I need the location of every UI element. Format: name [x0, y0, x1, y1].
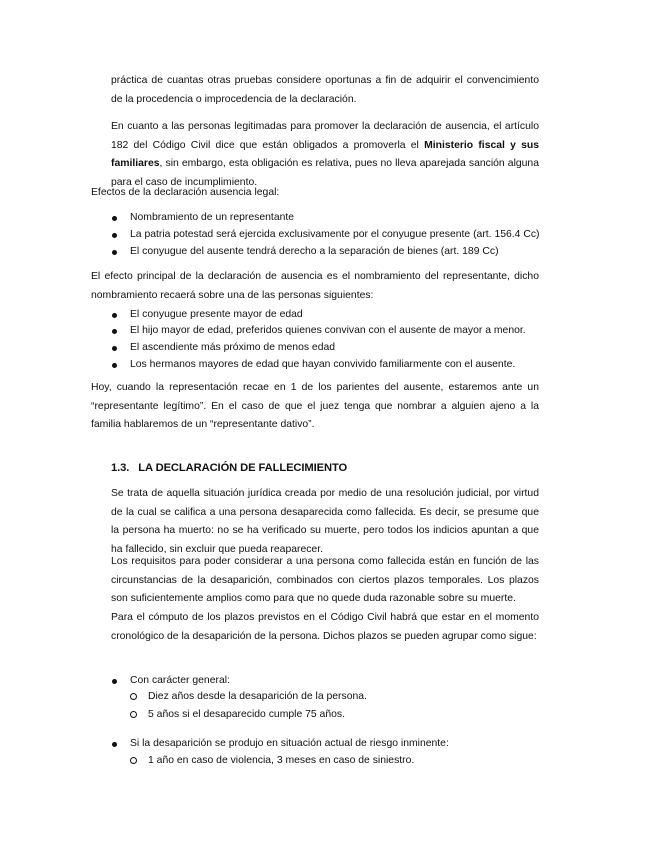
paragraph-fallecimiento-computo: Para el cómputo de los plazos previstos en el Código Civil habrá que estar en el momento cronológico de la desaparición de la persona. Dichos plazos se pueden agrupar como sigue: [111, 612, 539, 642]
paragraph-efecto-principal: El efecto principal de la declaración de ausencia es el nombramiento del representante, dicho nombramiento recaerá sobre una de las personas siguientes: [91, 271, 539, 301]
list-item: La patria potestad será ejercida exclusivamente por el conyugue presente (art. 156.4 Cc) [130, 226, 550, 245]
list-item: Con carácter general: [130, 672, 550, 691]
sub-list-item: 1 año en caso de violencia, 3 meses en caso de siniestro. [148, 752, 548, 771]
paragraph-representante: Hoy, cuando la representación recae en 1 de los parientes del ausente, estaremos ante un “representante legítimo”. En el caso de que el juez tenga que nombrar a alguien ajeno a la familia hablaremos de un “representante dativo”. [91, 382, 539, 431]
section-heading [111, 459, 347, 478]
paragraph-legitimados [111, 118, 539, 192]
sub-list-item: 5 años si el desaparecido cumple 75 años. [148, 706, 548, 725]
list-item: Nombramiento de un representante [130, 209, 550, 228]
paragraph-legitimados-bold: Ministerio fiscal y sus familiares [111, 139, 539, 170]
section-number: 1.3. [111, 462, 130, 474]
section-title: LA DECLARACIÓN DE FALLECIMIENTO [138, 462, 348, 474]
paragraph-fallecimiento-definicion: Se trata de aquella situación jurídica creada por medio de una resolución judicial, por virtud de la cual se califica a una persona desaparecida como fallecida. Es decir, se presume que la persona ha muerto: no se ha verificado su muerte, pero todos los indicios apuntan a que ha fallecido, sin excluir que pueda reaparecer. [111, 488, 539, 555]
list-item: El conyugue presente mayor de edad [130, 306, 550, 325]
list-item: Los hermanos mayores de edad que hayan convivido familiarmente con el ausente. [130, 356, 550, 375]
list-item: El ascendiente más próximo de menos edad [130, 339, 550, 358]
paragraph-pruebas: práctica de cuantas otras pruebas considere oportunas a fin de adquirir el convencimiento de la procedencia o improcedencia de la declaración. [111, 75, 539, 105]
list-item: El hijo mayor de edad, preferidos quienes convivan con el ausente de mayor a menor. [130, 322, 550, 341]
paragraph-fallecimiento-requisitos: Los requisitos para poder considerar a una persona como fallecida están en función de las circunstancias de la desaparición, combinados con ciertos plazos temporales. Los plazos son suficientemente amplios como para que no quede duda razonable sobre su muerte. [111, 556, 539, 605]
list-item: Si la desaparición se produjo en situación actual de riesgo inminente: [130, 735, 550, 754]
list-item: El conyugue del ausente tendrá derecho a la separación de bienes (art. 189 Cc) [130, 243, 550, 262]
effects-heading: Efectos de la declaración ausencia legal: [91, 187, 280, 198]
sub-list-item: Diez años desde la desaparición de la persona. [148, 688, 548, 707]
paragraph-legitimados-text-2: , sin embargo, esta obligación es relativa, pues no lleva aparejada sanción alguna para el caso de incumplimiento. [111, 158, 539, 188]
paragraph-legitimados-text-1: En cuanto a las personas legitimadas para promover la declaración de ausencia, el artículo 182 del Código Civil dice que están obligados a promoverla el [111, 121, 539, 151]
